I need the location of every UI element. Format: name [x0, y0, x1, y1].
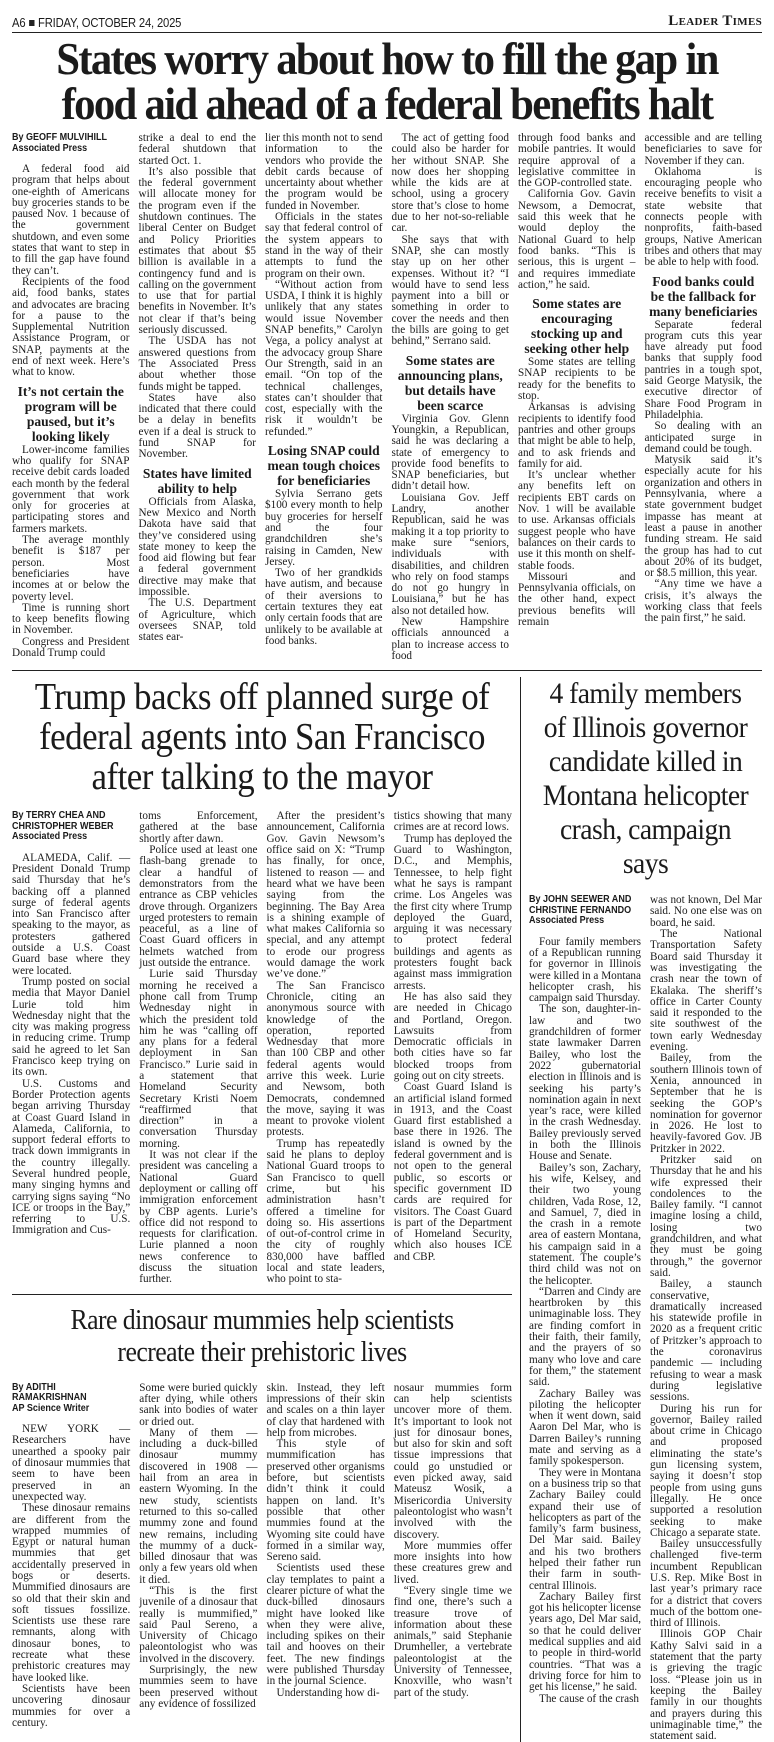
paragraph: Zachary Bailey first got his helicopter license years ago, Del Mar said, so that he could deliver medical supplies and aid to people in third-world countries. “That was a driving force for him to get his license,” he said. [529, 1590, 641, 1694]
lead-col-4 [392, 133, 510, 662]
paragraph: These dinosaur remains are different from the wrapped mummies of Egypt or natural human mummies that get accidentally preserved in bogs or deserts. Mummified dinosaurs are so old that their skin and soft tissues fossilize. Scientists use these rare remnants, along with dinosaur bones, to recreate what these prehistoric creatures may have looked like. [12, 1502, 131, 1684]
square-bullet-icon [29, 20, 34, 26]
byline-name: By JOHN SEEWER AND CHRISTINE FERNANDO [529, 894, 632, 916]
paragraph: toms Enforcement, gathered at the base shortly after dawn. [139, 810, 258, 845]
paragraph: tistics showing that many crimes are at record lows. [393, 810, 512, 834]
paragraph: Virginia Gov. Glenn Youngkin, a Republican, said he was declaring a state of emergency to provide food benefits to SNAP beneficiaries, but didn’t detail how. [391, 412, 509, 493]
paragraph: Time is running short to keep benefits flowing in November. [12, 601, 130, 637]
paragraph: The son, daughter-in-law and two grandchildren of former state lawmaker Darren Bailey, who lost the 2022 gubernatorial election in Illinois and is seeking his party’s nomination again in next year’s race, were killed in the crash Wednesday. Bailey previously served in both the Illinois House and Senate. [529, 1003, 641, 1163]
trump-col-3 [267, 811, 385, 1285]
paragraph: The USDA has not answered questions from The Associated Press about whether those funds might be tapped. [138, 335, 256, 393]
lead-col-1 [12, 133, 130, 662]
paragraph: It’s unclear whether any benefits left on recipients EBT cards on Nov. 1 will be available to use. Arkansas officials suggest people who have balances on their cards to use it this month on shelf-stable foods. [518, 469, 636, 572]
heli-col-1 [529, 895, 641, 1742]
paragraph: Lurie said Thursday morning he received a phone call from Trump Wednesday night in which the president told him he was “calling off any plans for a federal deployment in San Francisco.” Lurie said in a statement that Homeland Security Secretary Kristi Noem “reaffirmed that direction” in a conversation Thursday morning. [139, 968, 258, 1150]
paragraph: So dealing with an anticipated surge in demand could be tough. [644, 420, 762, 455]
paragraph: Oklahoma is encouraging people who receive benefits to visit a state website that connects people with nonprofits, faith-based groups, Native American tribes and others that may be able to help with food. [644, 165, 762, 269]
paragraph: It’s also possible that the federal government will allocate money for the program even if the shutdown continues. The liberal Center on Budget and Policy Priorities estimates that about $5 billion is available in a contingency fund and is calling on the government to use that for partial benefits in November. It’s not clear if that’s being seriously discussed. [138, 165, 256, 337]
paragraph: Officials from Alaska, New Mexico and North Dakota have said that they’ve considered using state money to keep the food aid flowing but fear a federal government directive may make that impossible. [138, 495, 256, 598]
trump-byline [12, 811, 121, 843]
paragraph: ALAMEDA, Calif. — President Donald Trump said Thursday that he’s backing off a planned surge of federal agents into San Francisco after speaking to the mayor, as protesters gathered outside a U.S. Coast Guard base where they were located. [12, 851, 131, 977]
heli-columns [529, 895, 762, 1742]
dino-byline [12, 1383, 121, 1415]
paragraph: “Without action from USDA, I think it is highly unlikely that any states would issue November SNAP benefits,” Carolyn Vega, a policy analyst at the advocacy group Share Our Strength, said in an email. “On top of the technical challenges, states can’t shoulder that cost, especially with the risk it wouldn’t be refunded.” [265, 278, 383, 438]
heli-story [529, 677, 762, 1742]
section-divider [12, 670, 762, 671]
paragraph: lier this month not to send information to the vendors who provide the debit cards because of uncertainty about whether the program would be funded in November. [265, 132, 383, 212]
paragraph: California Gov. Gavin Newsom, a Democrat, said this week that he would deploy the National Guard to help food banks. “This is serious, this is urgent – and requires immediate action,” he said. [518, 188, 636, 291]
paragraph: through food banks and mobile pantries. It would require approval of a legislative committee in the GOP-controlled state. [518, 132, 636, 190]
paragraph: Missouri and Pennsylvania officials, on the other hand, expect previous benefits will remain [518, 570, 636, 628]
lead-col-6 [645, 133, 763, 662]
paragraph: Matysik said it’s especially acute for his organization and others in Pennsylvania, where a state government budget impasse has meant at least a pause in another funding stream. He said the group has had to cut about 20% of its budget, or $8.5 million, this year. [644, 454, 762, 580]
page-folio [12, 0, 762, 33]
trump-columns [12, 811, 512, 1285]
paragraph: Separate federal program cuts this year have already put food banks that supply food pantries in a tough spot, said George Matysik, the executive director of Share Food Program in Philadelphia. [644, 318, 762, 421]
dino-col-2 [139, 1383, 257, 1730]
paragraph: This style of mummification has preserved other organisms before, but scientists didn’t think it could happen on land. It’s possible that other mummies found at the Wyoming site could have formed in a similar way, Sereno said. [266, 1438, 385, 1564]
lower-section [12, 677, 762, 1742]
dino-columns [12, 1383, 512, 1730]
paragraph: The U.S. Department of Agriculture, which oversees SNAP, told states ear- [138, 597, 256, 644]
heli-col-2 [650, 895, 762, 1742]
subheading: States have limited ability to help [142, 465, 252, 496]
byline-name: By GEOFF MULVIHILL [12, 132, 107, 143]
lead-col-5 [518, 133, 636, 662]
lead-col-3 [265, 133, 383, 662]
paragraph: The cause of the crash [539, 1692, 640, 1705]
masthead: Leader Times [668, 13, 762, 29]
newspaper-page [12, 0, 762, 1742]
paragraph: Four family members of a Republican running for governor in Illinois were killed in a Montana helicopter crash, his campaign said Thursday. [529, 935, 641, 1005]
section-divider [12, 1294, 512, 1295]
byline-agency: AP Science Writer [12, 1402, 90, 1414]
issue-date: FRIDAY, OCTOBER 24, 2025 [38, 16, 182, 30]
paragraph: Lower-income families who qualify for SNAP receive debit cards loaded each month by the federal government that work only for groceries at participating stores and farmers markets. [12, 443, 130, 535]
byline-name: By ADITHI RAMAKRISHNAN [12, 1381, 87, 1404]
lead-headline: States worry about how to fill the gap in food aid ahead of a federal benefits halt [56, 34, 718, 129]
paragraph: The National Transportation Safety Board said Thursday it was investigating the crash near the town of Ekalaka. The sheriff’s office in Carter County said it responded to the site southwest of the town early Wednesday evening. [650, 928, 762, 1054]
subheading: Losing SNAP could mean tough choices for beneficiaries [267, 443, 380, 489]
trump-col-4 [394, 811, 512, 1285]
lead-columns [12, 133, 762, 662]
trump-col-2 [139, 811, 257, 1285]
lead-col-2 [139, 133, 257, 662]
paragraph: A federal food aid program that helps about one-eighth of Americans buy groceries stands to be paused Nov. 1 because of the government shutdown, and even some states that want to step in to fill the gap have found they can’t. [12, 163, 130, 277]
paragraph: Trump has deployed the Guard to Washington, D.C., and Memphis, Tennessee, to help fight what he says is rampant crime. Los Angeles was the first city where Trump deployed the Guard, arguing it was necessary to protect federal buildings and agents as protesters fought back against mass immigration arrests. [393, 832, 512, 992]
paragraph: Bailey, a staunch conservative, dramatically increased his statewide profile in 2020 as a frequent critic of Pritzker’s approach to the coronavirus pandemic — including refusing to wear a mask during legislative sessions. [650, 1278, 762, 1404]
subheading: Some states are announcing plans, but details have been scarce [397, 352, 503, 413]
paragraph: Officials in the states say that federal control of the system appears to stand in the way of their attempts to fund the program on their own. [265, 211, 383, 280]
page-number: A6 [12, 16, 26, 30]
paragraph: Bailey unsuccessfully challenged five-term incumbent Republican U.S. Rep. Mike Bost in last year’s primary race for a district that covers much of the bottom one-third of Illinois. [650, 1538, 762, 1630]
paragraph: “Every single time we find one, there’s such a treasure trove of information about these animals,” said Stephanie Drumheller, a vertebrate paleontologist at the University of Tennessee, Knoxville, who wasn’t part of the study. [393, 1584, 512, 1699]
paragraph: Illinois GOP Chair Kathy Salvi said in a statement that the party is grieving the tragic loss. “Please join us in keeping the Bailey family in our thoughts and prayers during this unimaginable time,” the statement said. [650, 1628, 762, 1742]
paragraph: Bailey, from the southern Illinois town of Xenia, announced in September that he is seeking the GOP’s nomination for governor in 2026. He lost to heavily-favored Gov. JB Pritzker in 2022. [650, 1052, 762, 1155]
byline-agency: Associated Press [12, 142, 88, 154]
paragraph: “This is the first juvenile of a dinosaur that really is mummified,” said Paul Sereno, a University of Chicago paleontologist who was involved in the discovery. [139, 1584, 258, 1665]
dino-col-3 [267, 1383, 385, 1730]
paragraph: Congress and President Donald Trump could [12, 635, 130, 659]
paragraph: Some states are telling SNAP recipients to be ready for the benefits to stop. [518, 356, 636, 403]
paragraph: Scientists have been uncovering dinosaur mummies for over a century. [12, 1682, 131, 1729]
trump-col-1 [12, 811, 130, 1285]
paragraph: Understanding how di- [276, 1686, 380, 1699]
trump-story [12, 677, 512, 1285]
paragraph: Trump has repeatedly said he plans to deploy National Guard troops to San Francisco to quell crime, but his administration hasn’t offered a timeline for doing so. His assertions of out-of-control crime in the city of roughly 830,000 have baffled local and state leaders, who point to sta- [266, 1137, 385, 1286]
paragraph: The average monthly benefit is $187 per person. Most beneficiaries have incomes at or below the poverty level. [12, 534, 130, 603]
paragraph: skin. Instead, they left impressions of their skin and scales on a thin layer of clay that hardened with help from microbes. [266, 1381, 385, 1439]
paragraph: Arkansas is advising recipients to identify food pantries and other groups that might be able to help, and to ask friends and family for aid. [518, 401, 636, 470]
paragraph: Zachary Bailey was piloting the helicopter when it went down, said Aaron Del Mar, who is Darren Bailey’s running mate and serving as a family spokesperson. [529, 1387, 641, 1468]
byline-agency: Associated Press [529, 915, 605, 927]
paragraph: Trump posted on social media that Mayor Daniel Lurie told him Wednesday night that the city was making progress in reducing crime. Trump said he agreed to let San Francisco keep trying on its own. [12, 975, 131, 1079]
paragraph: NEW YORK — Researchers have unearthed a spooky pair of dinosaur mummies that seem to have been preserved in an unexpected way. [12, 1423, 131, 1503]
paragraph: It was not clear if the president was canceling a National Guard deployment or calling off immigration enforcement by CBP agents. Lurie’s office did not respond to requests for clarification. Lurie planned a noon news conference to discuss the situation further. [139, 1149, 258, 1286]
paragraph: accessible and are telling beneficiaries to save for November if they can. [644, 132, 762, 167]
folio-left [12, 16, 181, 32]
paragraph: was not known, Del Mar said. No one else was on board, he said. [650, 894, 762, 929]
dino-col-4 [394, 1383, 512, 1730]
paragraph: strike a deal to end the federal shutdown that started Oct. 1. [138, 132, 256, 167]
paragraph: Two of her grandkids have autism, and because of their aversions to certain textures they eat only certain foods that are unlikely to be available at food banks. [265, 567, 383, 647]
paragraph: “Darren and Cindy are heartbroken by this unimaginable loss. They are finding comfort in their faith, their family, and the prayers of so many who love and care for them,” the statement said. [529, 1285, 641, 1389]
paragraph: Some were buried quickly after dying, while others sank into bodies of water or dried out. [139, 1381, 258, 1428]
paragraph: Louisiana Gov. Jeff Landry, another Republican, said he was making it a top priority to make sure “seniors, individuals with disabilities, and children who rely on food stamps do not go hungry in Louisiana,” but he has also not detailed how. [391, 491, 509, 617]
left-stories [12, 677, 521, 1742]
right-rail [521, 677, 762, 1742]
heli-byline [529, 895, 632, 927]
paragraph: New Hampshire officials announced a plan to increase access to food [391, 615, 509, 662]
paragraph: Surprisingly, the new mummies seem to have been preserved without any evidence of fossilized [139, 1664, 258, 1710]
paragraph: He has also said they are needed in Chicago and Portland, Oregon. Lawsuits from Democratic officials in both cities have so far blocked troops from going out on city streets. [393, 990, 512, 1082]
paragraph: Police used at least one flash-bang grenade to clear a handful of demonstrators from the entrance as CBP vehicles drove through. Organizers urged protesters to remain peaceful, as a line of Coast Guard officers in helmets watched from just outside the entrance. [139, 844, 258, 970]
byline-agency: Associated Press [12, 831, 88, 843]
subheading: It’s not certain the program will be paused, but it’s looking likely [17, 383, 124, 444]
paragraph: During his run for governor, Bailey railed about crime in Chicago and proposed eliminating the state’s gun licensing system, saying it doesn’t stop people from using guns illegally. He once supported a resolution seeking to make Chicago a separate state. [650, 1402, 762, 1539]
paragraph: Scientists used these clay templates to paint a clearer picture of what the duck-billed dinosaurs might have looked like when they were alive, including spikes on their tail and hooves on their feet. The new findings were published Thursday in the journal Science. [266, 1562, 385, 1688]
paragraph: Coast Guard Island is an artificial island formed in 1913, and the Coast Guard first established a base there in 1926. The island is owned by the federal government and is not open to the general public, so escorts or specific government ID cards are required for visitors. The Coast Guard is part of the Department of Homeland Security, which also houses ICE and CBP. [393, 1081, 512, 1263]
paragraph: The San Francisco Chronicle, citing an anonymous source with knowledge of the operation, reported Wednesday that more than 100 CBP and other federal agents would arrive this week. Lurie and Newsom, both Democrats, condemned the move, saying it was meant to provoke violent protests. [266, 979, 385, 1139]
dino-col-1 [12, 1383, 130, 1730]
paragraph: After the president’s announcement, California Gov. Gavin Newsom’s office said on X: “Trump has finally, for once, listened to reason — and heard what we have been saying from the beginning. The Bay Area is a shining example of what makes California so special, and any attempt to erode our progress would damage the work we’ve done.” [266, 810, 385, 981]
paragraph: They were in Montana on a business trip so that Zachary Bailey could expand their use of helicopters as part of the family’s farm business, Del Mar said. Bailey and his two brothers helped their father run their farm in south-central Illinois. [529, 1466, 641, 1592]
dino-story [12, 1305, 512, 1730]
paragraph: Recipients of the food aid, food banks, states and advocates are bracing for a pause to the Supplemental Nutrition Assistance Program, or SNAP, payments at the end of next week. Here’s what to know. [12, 275, 130, 379]
heli-headline: 4 family members of Illinois governor candidate killed in Montana helicopter crash, campaign says [542, 677, 749, 881]
trump-headline: Trump backs off planned surge of federal agents into San Francisco after talking to the mayor [34, 676, 490, 799]
lead-byline [12, 133, 120, 154]
paragraph: Many of them — including a duck-billed dinosaur mummy discovered in 1908 — hail from an area in eastern Wyoming. In the new study, scientists returned to this so-called mummy zone and found new remains, including the mummy of a duck-billed dinosaur that was only a few years old when it died. [139, 1426, 258, 1586]
paragraph: Bailey’s son, Zachary, his wife, Kelsey, and their two young children, Vada Rose, 12, and Samuel, 7, died in the crash in a remote area of eastern Montana, his campaign said in a statement. The couple’s third child was not on the helicopter. [529, 1161, 641, 1287]
paragraph: States have also indicated that there could be a delay in benefits even if a deal is struck to fund SNAP for November. [138, 391, 256, 461]
lead-story [12, 34, 762, 662]
paragraph: “Any time we have a crisis, it’s always the working class that feels the pain first,” he said. [644, 578, 762, 625]
subheading: Some states are encouraging stocking up and seeking other help [524, 296, 630, 357]
paragraph: The act of getting food could also be harder for her without SNAP. She now does her shopping while the kids are at school, using a grocery store that’s close to home due to her not-so-reliable car. [391, 132, 509, 235]
paragraph: More mummies offer more insights into how these creatures grew and lived. [393, 1539, 512, 1586]
dino-headline: Rare dinosaur mummies help scientists recreate their prehistoric lives [70, 1304, 454, 1368]
subheading: Food banks could be the fallback for many beneficiaries [649, 273, 758, 319]
paragraph: She says that with SNAP, she can mostly stay up on her other expenses. Without it? “I would have to send less payment into a bill or something in order to cover the needs and then the bills are going to get behind,” Serrano said. [391, 233, 509, 348]
paragraph: Sylvia Serrano gets $100 every month to help buy groceries for herself and the four grandchildren she’s raising in Camden, New Jersey. [265, 488, 383, 568]
paragraph: U.S. Customs and Border Protection agents began arriving Thursday at Coast Guard Island in Alameda, California, to support federal efforts to track down immigrants in the country illegally. Several hundred people, many singing hymns and carrying signs saying “No ICE or troops in the Bay,” referring to U.S. Immigration and Cus- [12, 1077, 131, 1237]
byline-name: By TERRY CHEA AND CHRISTOPHER WEBER [12, 810, 114, 832]
paragraph: nosaur mummies form can help scientists uncover more of them. It’s important to look not just for dinosaur bones, but also for skin and soft tissue impressions that could go unstudied or even picked away, said Mateusz Wosik, a Misericordia University paleontologist who wasn’t involved with the discovery. [393, 1381, 512, 1541]
paragraph: Pritzker said on Thursday that he and his wife expressed their condolences to the Bailey family. “I cannot imagine losing a child, losing two grandchildren, and what they must be going through,” the governor said. [650, 1154, 762, 1279]
